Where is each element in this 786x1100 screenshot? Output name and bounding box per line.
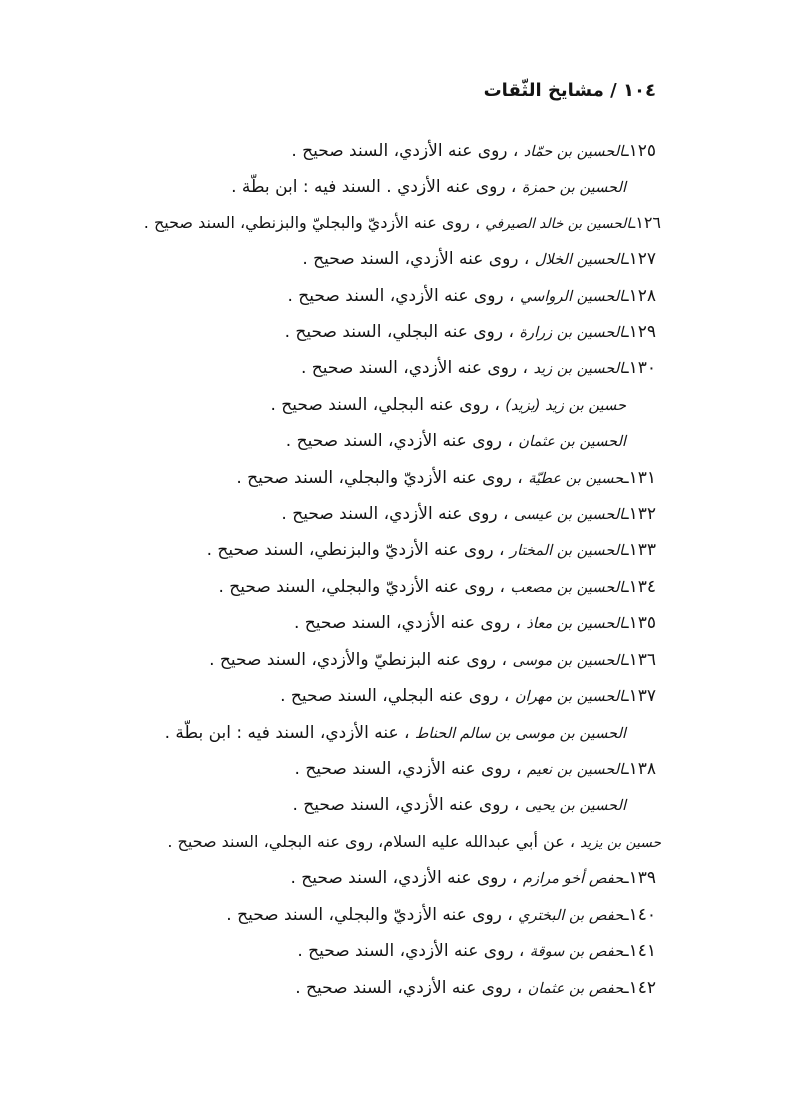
entry-text: ، روى عنه الأزديّ والبجلي، السند صحيح . (236, 468, 523, 488)
entry-number: ١٤١ـ (623, 941, 656, 961)
narrator-name: الحسين بن يحيى (524, 797, 626, 814)
entry-text: ، روى عنه الأزدي، السند صحيح . (294, 759, 522, 779)
entry-131 (236, 466, 656, 491)
narrator-name: الحسين بن عثمان (518, 433, 626, 450)
entry-132 (281, 502, 656, 527)
entry-text: ، روى عنه الأزدي، السند صحيح . (302, 249, 530, 269)
narrator-name: حسين بن يزيد (580, 835, 661, 851)
entry-text: ، روى عنه الأزدي، السند صحيح . (281, 504, 509, 524)
narrator-name: حفص بن سوقة (529, 943, 624, 960)
entry-number: ١٢٩ـ (623, 322, 656, 342)
entry-number: ١٤٢ـ (623, 978, 656, 998)
entry-number: ١٣٩ـ (623, 868, 656, 888)
header-separator: / (610, 80, 617, 101)
entry-text: ، روى عنه البجلي، السند صحيح . (284, 322, 514, 342)
entry-number: ١٣٧ـ (623, 686, 656, 706)
narrator-name: حفص بن البختري (518, 907, 624, 924)
narrator-name: الحسين بن مهران (514, 688, 624, 705)
entry-sub (167, 830, 661, 855)
entry-128 (287, 284, 656, 309)
narrator-name: الحسين بن نعيم (526, 761, 624, 778)
page-header (484, 80, 656, 101)
running-title: مشايخ الثّقات (483, 80, 604, 101)
narrator-name: الحسين بن خالد الصيرفي (485, 216, 631, 232)
narrator-name: الحسين بن حمّاد (523, 143, 624, 160)
entry-text: ، روى عنه الأزدي، السند صحيح . (300, 358, 529, 378)
entry-text: ، روى عنه الأزدي، السند صحيح . (292, 795, 520, 815)
entry-text: ، روى عنه البجلي، السند صحيح . (270, 395, 500, 415)
entry-127 (302, 247, 656, 272)
entry-number: ١٢٧ـ (623, 249, 656, 269)
entry-text: ، روى عنه البزنطيّ والأزدي، السند صحيح . (209, 650, 508, 670)
entry-text: ، روى عنه الأزدي، السند صحيح . (285, 431, 513, 451)
entry-sub (286, 429, 626, 454)
entry-139 (290, 866, 656, 891)
narrator-name: الحسين بن حمزة (521, 179, 626, 196)
entry-126 (144, 211, 661, 236)
entry-134 (218, 575, 656, 600)
narrator-name: الحسين بن موسى بن سالم الحناط (414, 725, 626, 742)
entry-141 (297, 939, 656, 964)
entry-sub (165, 721, 626, 746)
entry-text: ، روى عنه الأزديّ والبزنطي، السند صحيح . (206, 540, 505, 560)
narrator-name: الحسين بن عيسى (513, 506, 624, 523)
entry-140 (226, 903, 656, 928)
entry-136 (209, 648, 656, 673)
narrator-name: حفص بن عثمان (527, 980, 624, 997)
entry-text: ، روى عنه الأزدي، السند صحيح . (287, 286, 515, 306)
narrator-name: الحسين بن المختار (509, 542, 624, 559)
entry-number: ١٣٣ـ (623, 540, 656, 560)
entry-sub (270, 393, 626, 418)
entry-text: ، عنه الأزدي، السند فيه : ابن بطّة . (164, 723, 410, 743)
entry-number: ١٣٢ـ (623, 504, 656, 524)
entry-number: ١٣٥ـ (623, 613, 656, 633)
entry-number: ١٣٤ـ (623, 577, 656, 597)
entry-text: ، روى عنه الأزدي، السند صحيح . (293, 613, 521, 633)
entry-number: ١٢٨ـ (623, 286, 656, 306)
entry-142 (295, 976, 656, 1001)
entry-number: ١٣١ـ (623, 468, 656, 488)
entry-135 (294, 611, 656, 636)
entry-138 (295, 757, 656, 782)
narrator-name: حسين بن زيد (يزيد) (505, 397, 626, 414)
entry-137 (280, 684, 656, 709)
entry-sub (231, 175, 626, 200)
page-number: ١٠٤ (623, 80, 656, 101)
entry-125 (291, 139, 656, 164)
entry-number: ١٣٠ـ (623, 358, 656, 378)
narrator-name: الحسين بن موسى (512, 652, 624, 669)
narrator-name: حسين بن عطيّة (528, 470, 624, 487)
entry-number: ١٤٠ـ (623, 905, 656, 925)
entry-number: ١٣٨ـ (623, 759, 656, 779)
entry-130 (301, 356, 656, 381)
entry-number: ١٢٥ـ (623, 141, 656, 161)
narrator-name: حفص أخو مرازم (522, 870, 624, 887)
entry-text: ، روى عنه الأزدي، السند صحيح . (297, 941, 525, 961)
narrator-name: الحسين بن زيد (533, 360, 624, 377)
narrator-name: الحسين الرواسي (519, 288, 624, 305)
narrator-name: الحسين الخلال (534, 251, 624, 268)
entry-text: ، روى عنه الأزدي، السند صحيح . (295, 978, 523, 998)
entry-129 (285, 320, 656, 345)
narrator-name: الحسين بن مصعب (510, 579, 624, 596)
entry-133 (207, 538, 656, 563)
entry-text: ، عن أبي عبدالله عليه السلام، روى عنه البجلي، السند صحيح . (167, 832, 576, 851)
narrator-name: الحسين بن معاذ (526, 615, 624, 632)
entry-text: ، روى عنه الأزديّ والبجلي، السند صحيح . (218, 577, 505, 597)
entry-text: ، روى عنه الأزدي، السند صحيح . (291, 141, 519, 161)
entry-number: ١٣٦ـ (623, 650, 656, 670)
entry-text: ، روى عنه البجلي، السند صحيح . (280, 686, 510, 706)
entry-text: ، روى عنه الأزدي . السند فيه : ابن بطّة . (231, 177, 517, 197)
entry-text: ، روى عنه الأزديّ والبجلي، السند صحيح . (226, 905, 513, 925)
entry-sub (292, 793, 626, 818)
entry-text: ، روى عنه الأزدي، السند صحيح . (290, 868, 518, 888)
narrator-name: الحسين بن زرارة (519, 324, 624, 341)
entry-number: ١٢٦ـ (630, 213, 661, 232)
entry-text: ، روى عنه الأزديّ والبجليّ والبزنطي، السند صحيح . (143, 213, 481, 232)
